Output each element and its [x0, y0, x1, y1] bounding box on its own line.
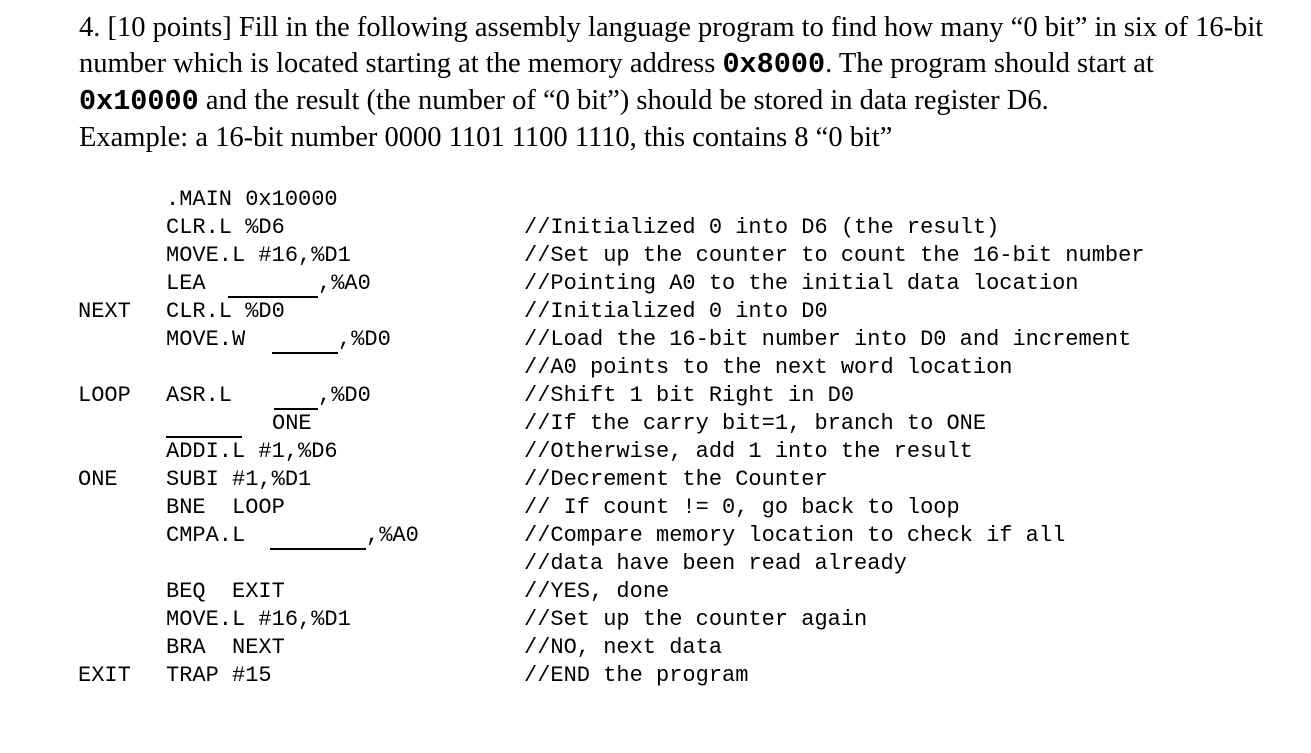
comment-11: // If count != 0, go back to loop: [524, 495, 960, 520]
start-address: 0x10000: [79, 85, 199, 118]
comment-1: //Initialized 0 into D6 (the result): [524, 215, 1000, 240]
label-loop: LOOP: [78, 383, 131, 408]
instr-addi: ADDI.L #1,%D6: [166, 439, 338, 464]
instr-move-d1-again: MOVE.L #16,%D1: [166, 607, 351, 632]
question-example: Example: a 16-bit number 0000 1101 1100 1110, this contains 8 “0 bit”: [79, 122, 893, 153]
instr-clr-d6: CLR.L %D6: [166, 215, 285, 240]
question-part3: and the result (the number of “0 bit”) should be stored in data register D6.: [198, 85, 1049, 116]
label-next: NEXT: [78, 299, 131, 324]
question-part2: . The program should start at: [825, 48, 1154, 79]
comment-13: //data have been read already: [524, 551, 907, 576]
lea-operand: ,%A0: [318, 271, 371, 296]
main-directive: .MAIN 0x10000: [166, 187, 338, 212]
comment-5: //Load the 16-bit number into D0 and increment: [524, 327, 1132, 352]
comment-8: //If the carry bit=1, branch to ONE: [524, 411, 987, 436]
comment-2: //Set up the counter to count the 16-bit number: [524, 243, 1145, 268]
instr-cmpa: CMPA.L: [166, 523, 246, 548]
comment-7: //Shift 1 bit Right in D0: [524, 383, 855, 408]
cmpa-operand: ,%A0: [366, 523, 419, 548]
instr-trap: TRAP #15: [166, 663, 272, 688]
comment-16: //NO, next data: [524, 635, 723, 660]
instr-move-w: MOVE.W: [166, 327, 246, 352]
comment-14: //YES, done: [524, 579, 670, 604]
move-w-blank[interactable]: [272, 332, 338, 354]
instr-asr: ASR.L: [166, 383, 233, 408]
instr-lea: LEA: [166, 271, 206, 296]
comment-12: //Compare memory location to check if all: [524, 523, 1066, 548]
comment-6: //A0 points to the next word location: [524, 355, 1013, 380]
asr-operand: ,%D0: [318, 383, 371, 408]
comment-9: //Otherwise, add 1 into the result: [524, 439, 973, 464]
instr-clr-d0: CLR.L %D0: [166, 299, 285, 324]
branch-target: ONE: [272, 411, 312, 436]
asr-blank[interactable]: [274, 388, 318, 410]
instr-bne: BNE LOOP: [166, 495, 285, 520]
comment-10: //Decrement the Counter: [524, 467, 828, 492]
memory-address: 0x8000: [722, 48, 826, 81]
instr-subi: SUBI #1,%D1: [166, 467, 312, 492]
instr-bra: BRA NEXT: [166, 635, 285, 660]
question-part1: 4. [10 points] Fill in the following assembly language program to find how many “0 bit” in six of 16-bit number which is located starting at the memory address: [79, 12, 1264, 79]
comment-3: //Pointing A0 to the initial data location: [524, 271, 1079, 296]
comment-17: //END the program: [524, 663, 749, 688]
instr-move-d1: MOVE.L #16,%D1: [166, 243, 351, 268]
cmpa-blank[interactable]: [270, 528, 366, 550]
branch-blank[interactable]: [166, 416, 242, 438]
comment-15: //Set up the counter again: [524, 607, 868, 632]
label-exit: EXIT: [78, 663, 131, 688]
instr-beq: BEQ EXIT: [166, 579, 285, 604]
move-w-operand: ,%D0: [338, 327, 391, 352]
label-one: ONE: [78, 467, 118, 492]
comment-4: //Initialized 0 into D0: [524, 299, 828, 324]
lea-blank[interactable]: [228, 276, 318, 298]
